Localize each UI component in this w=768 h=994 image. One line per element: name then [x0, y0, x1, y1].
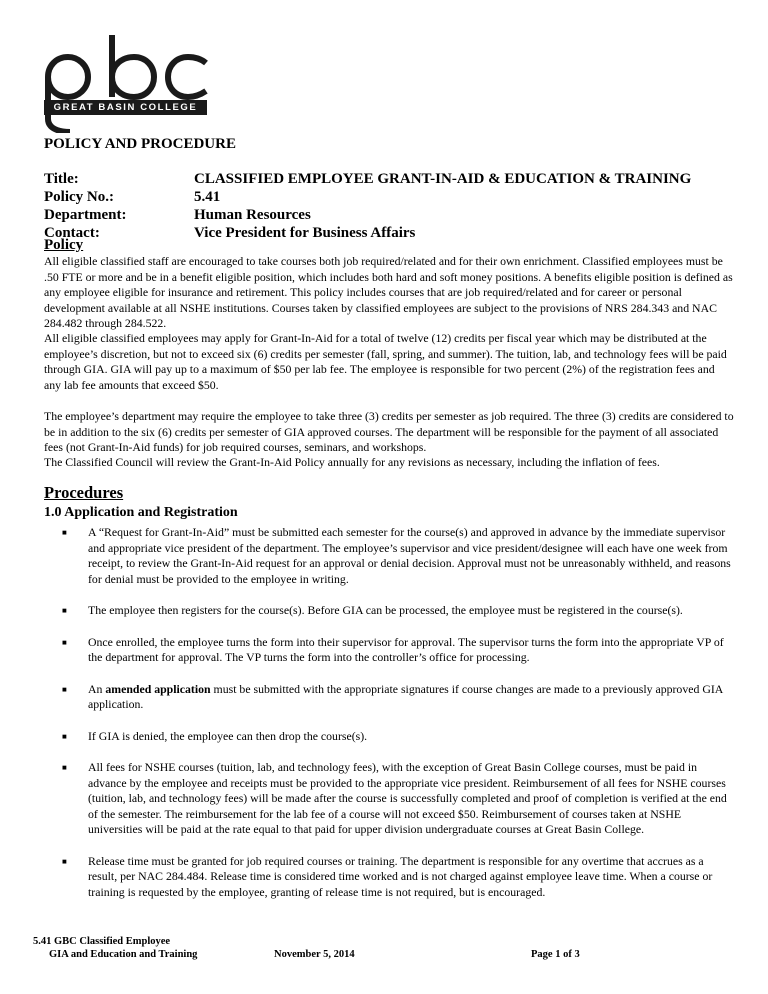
- meta-value: 5.41: [194, 189, 221, 205]
- meta-row-title: [44, 170, 691, 188]
- policy-paragraph: The employee’s department may require the employee to take three (3) credits per semester as job required. The three (3) credits are considered to be in addition to the six (6) credits per semester of GIA approved courses. The department will be responsible for the payment of all associated fees (not Grant-In-Aid funds) for job required courses, seminars, and workshops.: [44, 409, 734, 454]
- procedures-heading: Procedures: [44, 483, 124, 502]
- procedure-bullet-list: [62, 525, 734, 916]
- list-item: [62, 854, 734, 901]
- meta-key: Policy No.:: [44, 189, 114, 205]
- list-item: [62, 603, 734, 619]
- bullet-icon: ■: [62, 684, 67, 694]
- logo-bar-text: GREAT BASIN COLLEGE: [44, 100, 207, 115]
- list-item-text: Once enrolled, the employee turns the form into their supervisor for approval. The supervisor turns the form into the appropriate VP of the department for approval. The VP turns the form into the controller’s office for processing.: [88, 634, 724, 664]
- meta-row-policy-no: [44, 188, 691, 206]
- policy-heading: Policy: [44, 237, 84, 253]
- footer-date: November 5, 2014: [274, 949, 355, 960]
- bullet-icon: ■: [62, 731, 67, 741]
- gbc-logo: [40, 33, 212, 133]
- bullet-icon: ■: [62, 763, 67, 772]
- meta-value: Vice President for Business Affairs: [194, 225, 416, 241]
- list-item-text: A “Request for Grant-In-Aid” must be submitted each semester for the course(s) and approved in advance by the immediate supervisor and appropriate vice president of the department. The employee’s supervisor and vice president/designee will each have one week from receipt, to review the Grant-In-Aid request for an approval or denial decision. Approval must not be unreasonably withheld, and reasons for denial must be provided to the employee in writing.: [88, 525, 731, 586]
- amended-application-emphasis: amended application: [105, 681, 211, 696]
- list-item: [62, 682, 734, 713]
- meta-key: Contact:: [44, 225, 100, 241]
- list-item-text: All fees for NSHE courses (tuition, lab, and technology fees), with the exception of Great Basin College courses, must be paid in advance by the employee and receipts must be provided to the appropriate vice president. Reimbursement of all fees for NSHE courses (tuition, lab, and technology fees) will be made after the course is successfully completed and proof of completion is verified at the end of the semester. The reimbursement for the lab fee of a course will not exceed $50. Reimbursement of courses taken at NSHE universities will be paid at the rate equal to that paid for upper division undergraduate courses at Great Basin College.: [88, 760, 727, 836]
- bullet-icon: ■: [62, 528, 67, 537]
- policy-paragraph: All eligible classified employees may apply for Grant-In-Aid for a total of twelve (12) credits per fiscal year which may be distributed at the employee’s discretion, but not to exceed six (6) credits per semester (fall, spring, and summer). The tuition, lab, and technology fees will be paid through GIA. GIA will pay up to a maximum of $50 per lab fee. The employee is responsible for two percent (2%) of the registration fees and any lab fee amounts that exceed $50.: [44, 331, 727, 392]
- list-item: [62, 525, 734, 587]
- bullet-icon: ■: [62, 637, 67, 647]
- list-item-text: If GIA is denied, the employee can then drop the course(s).: [88, 728, 368, 743]
- list-item: [62, 760, 734, 838]
- bullet-icon: ■: [62, 606, 67, 615]
- bullet-icon: ■: [62, 856, 67, 866]
- list-item: [62, 635, 734, 666]
- list-item-text: Release time must be granted for job required courses or training. The department is responsible for any overtime that accrues as a result, per NAC 284.484. Release time is considered time worked and is not charged against employee leave time. When a course or training is requested by the employee, granting of release time is not required, but is encouraged.: [88, 853, 713, 899]
- list-item: [62, 729, 734, 745]
- footer-line-1: 5.41 GBC Classified Employee: [33, 936, 171, 947]
- page-number: Page 1 of 3: [531, 949, 580, 960]
- policy-meta: [44, 170, 691, 242]
- meta-value: Human Resources: [194, 207, 311, 223]
- meta-row-contact: [44, 224, 691, 242]
- footer-document-name: [33, 935, 253, 961]
- list-item-text: An amended application must be submitted with the appropriate signatures if course changes are made to a previously approved GIA application.: [88, 681, 723, 711]
- gbc-logo-mark: [40, 33, 212, 133]
- list-item-text: The employee then registers for the course(s). Before GIA can be processed, the employee must be registered in the course(s).: [88, 603, 683, 617]
- section-heading: 1.0 Application and Registration: [44, 505, 238, 520]
- footer-line-2: GIA and Education and Training: [49, 949, 198, 960]
- policy-paragraph: All eligible classified staff are encouraged to take courses both job required/related and for their own enrichment. Classified employees must be .50 FTE or more and be in a benefit eligible position, which includes both hard and soft money positions. A benefits eligible position is defined as any employee eligible for insurance and retirement. This policy includes courses that are job required/related and for career or personal development available at all NSHE institutions. Courses taken by classified employees are subject to the provisions of NRS 284.343 and NAC 284.482 through 284.522.: [44, 254, 733, 330]
- meta-key: Department:: [44, 207, 127, 223]
- meta-key: Title:: [44, 171, 79, 187]
- meta-row-department: [44, 206, 691, 224]
- meta-value: CLASSIFIED EMPLOYEE GRANT-IN-AID & EDUCATION & TRAINING: [194, 171, 692, 187]
- policy-paragraph: The Classified Council will review the Grant-In-Aid Policy annually for any revisions as necessary, including the inflation of fees.: [44, 455, 660, 469]
- document-type: POLICY AND PROCEDURE: [44, 136, 236, 152]
